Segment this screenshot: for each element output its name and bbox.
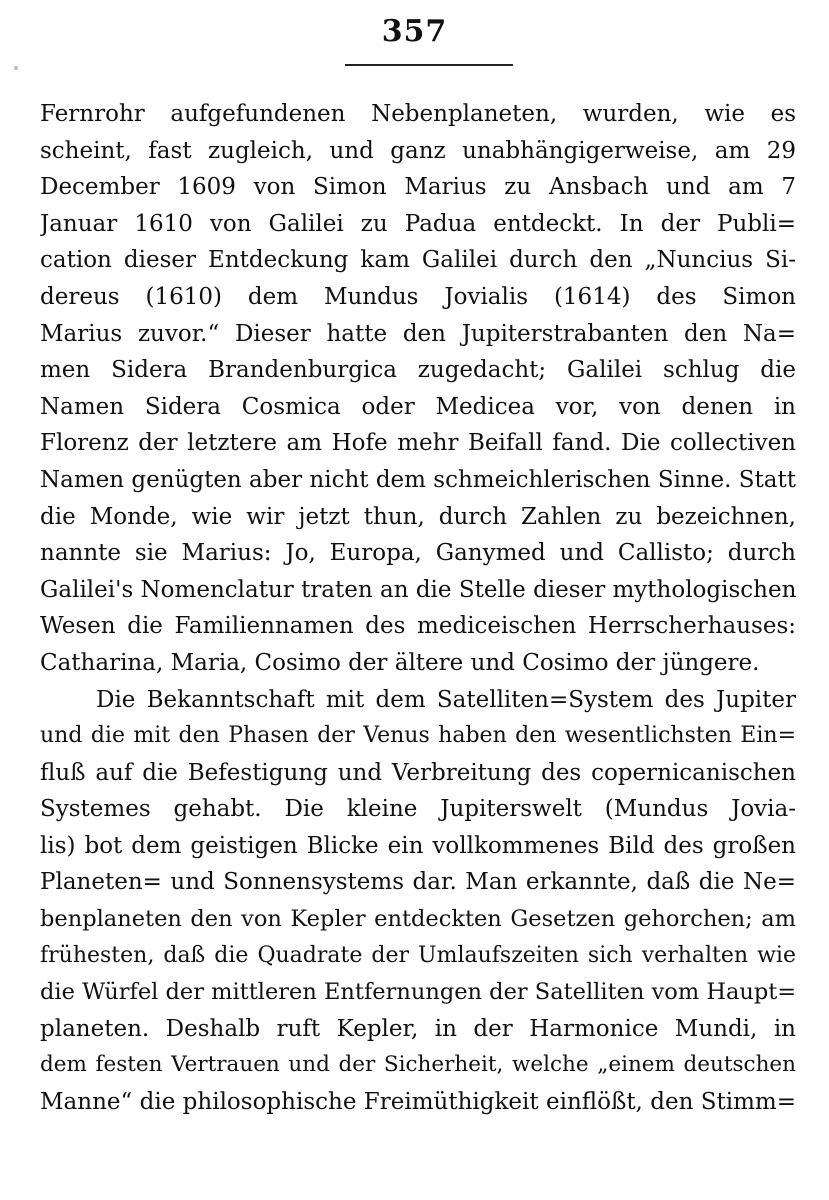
text-line: Galilei's Nomenclatur traten an die Stelle dieser mythologischen (40, 576, 796, 603)
text-line: cation dieser Entdeckung kam Galilei durch den „Nuncius Si- (40, 247, 796, 274)
text-line: Manne“ die philosophische Freimüthigkeit einflößt, den Stimm= (40, 1089, 796, 1116)
text-line: benplaneten den von Kepler entdeckten Gesetzen gehorchen; am (40, 906, 796, 933)
text-line: Systemes gehabt. Die kleine Jupiterswelt (Mundus Jovia- (40, 796, 796, 823)
header-rule (345, 64, 513, 66)
text-line: dereus (1610) dem Mundus Jovialis (1614) des Simon (40, 283, 796, 310)
text-line: nannte sie Marius: Jo, Europa, Ganymed und Callisto; durch (40, 540, 796, 567)
text-line: dem festen Vertrauen und der Sicherheit, welche „einem deutschen (40, 1052, 796, 1078)
text-line: scheint, fast zugleich, und ganz unabhängigerweise, am 29 (40, 137, 796, 164)
text-line: und die mit den Phasen der Venus haben den wesentlichsten Ein= (40, 723, 796, 749)
text-line: Planeten= und Sonnensystems dar. Man erkannte, daß die Ne= (40, 869, 796, 896)
text-line: men Sidera Brandenburgica zugedacht; Galilei schlug die (40, 357, 796, 384)
text-line: Wesen die Familiennamen des mediceischen Herrscherhauses: (40, 613, 796, 640)
text-line: frühesten, daß die Quadrate der Umlaufszeiten sich verhalten wie (40, 942, 796, 968)
text-line: December 1609 von Simon Marius zu Ansbach und am 7 (40, 174, 796, 201)
body-text (40, 96, 796, 1121)
page-number: 357 (381, 14, 448, 49)
paper-speck (14, 66, 18, 70)
text-line: fluß auf die Befestigung und Verbreitung des copernicanischen (40, 759, 796, 786)
text-line: Januar 1610 von Galilei zu Padua entdeckt. In der Publi= (40, 210, 796, 237)
paragraph-end-line: Catharina, Maria, Cosimo der ältere und Cosimo der jüngere. (40, 649, 760, 676)
text-line: planeten. Deshalb ruft Kepler, in der Harmonice Mundi, in (40, 1015, 796, 1042)
text-line: lis) bot dem geistigen Blicke ein vollkommenes Bild des großen (40, 832, 796, 859)
text-line: die Würfel der mittleren Entfernungen der Satelliten vom Haupt= (40, 979, 796, 1006)
text-line: Fernrohr aufgefundenen Nebenplaneten, wurden, wie es (40, 101, 796, 127)
paragraph-start-line: Die Bekanntschaft mit dem Satelliten=System des Jupiter (96, 686, 796, 713)
text-line: Namen Sidera Cosmica oder Medicea vor, von denen in (40, 393, 796, 420)
text-line: Marius zuvor.“ Dieser hatte den Jupiterstrabanten den Na= (40, 320, 796, 347)
text-line: Namen genügten aber nicht dem schmeichlerischen Sinne. Statt (40, 466, 796, 493)
text-line: die Monde, wie wir jetzt thun, durch Zahlen zu bezeichnen, (40, 503, 796, 530)
text-line: Florenz der letztere am Hofe mehr Beifall fand. Die collectiven (40, 430, 796, 457)
